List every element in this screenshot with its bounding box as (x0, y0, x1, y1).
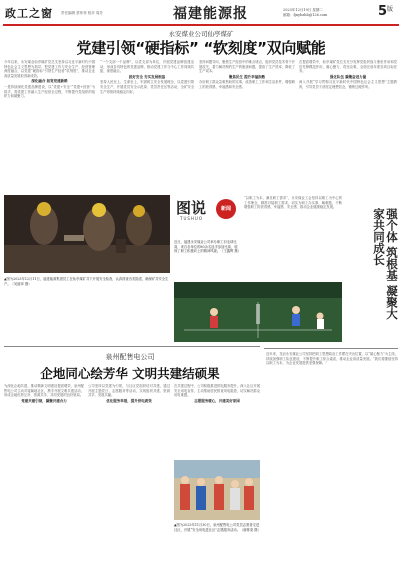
article1-subhead-4: 强化队伍 凝聚奋进力量 (329, 74, 367, 79)
tushuo-en: TUSHUO (180, 216, 203, 221)
article1-column-4 (299, 60, 397, 190)
page-number-badge (378, 4, 393, 19)
article2-column-2 (88, 384, 170, 562)
article1-col4-text: 在提质增效中，仙亭煤矿党总支充分发挥党组织战斗堡垒作用和党员先锋模范作用，凝心聚力、攻坚克难，全面完成年度各项目标任务。 (299, 60, 397, 74)
community-photo (174, 460, 260, 520)
page-header (3, 2, 399, 24)
editor-credit: 责任编辑 蔡菲菲 校对 周芳 (61, 11, 103, 15)
article1-headline: 党建引领“硬指标” “软刻度”双向赋能 (76, 39, 326, 57)
mine-worker-photo-image (4, 195, 170, 273)
article1-col3-text: 坚持问题导向，聚焦生产经营中的难点堵点，组织党员技术骨干开展攻关，着力解决制约生产的瓶颈问题，提高了生产效率，降低了生产成本。 (199, 60, 295, 74)
badminton-photo-image (174, 282, 342, 342)
article2-col1-text: 为深化企地共建，推动精神文明建设提质增效，泉州配售电公司主动对接属地社区，携手开展文明共建活动，形成企地优势互补、资源共享、共同发展的良好格局。 (4, 384, 84, 398)
section-title: 政工之窗 (5, 7, 53, 20)
article1-col4b-text: 深入开展“学习贯彻习近平新时代中国特色社会主义思想”主题教育，引导党员干部坚定理想信念，锤炼过硬作风。 (299, 80, 397, 89)
right-bottom-divider (264, 348, 398, 349)
mine-photo-caption: ▲图为2023年12月11日，福建能源集团员工在仙亭煤矿井下开展安全检查，认真排查各类隐患，确保矿井安全生产。（吴丽萍 摄） (4, 277, 169, 286)
tushuo-badge: 新闻 (216, 199, 236, 219)
article1-subhead-2: 抓好安全 夯实发展根基 (128, 74, 166, 79)
badminton-caption: 近日，福建永安煤业公司举办职工羽毛球比赛，来自各单位的80余名选手参加比赛，展现了职工积极向上的精神风貌。（王鑫辉 摄） (174, 240, 241, 254)
tushuo-title: 图说 (176, 199, 207, 217)
article1-subhead-1: 深化融合 拓宽党建新路 (31, 79, 68, 84)
article2-column-3 (174, 384, 260, 456)
community-photo-caption: ▲图为2023年11月30日，泉州配售电公司党员志愿者走进社区，开展“安全用电进社区”志愿服务活动。（谢栋梁 摄） (174, 523, 261, 532)
article2-headline: 企地同心绘芳华 文明共建结硕果 (40, 366, 220, 381)
mine-worker-photo (4, 195, 170, 273)
header-meta (283, 8, 327, 18)
article2-col3-text: 在共建过程中，公司积极推进供电服务提升，深入社区开展安全用电宣传，主动帮助居民排查用电隐患，切实解决群众用电难题。 (174, 384, 260, 398)
article1-column-1 (4, 60, 95, 190)
section-divider (4, 346, 260, 347)
article1-subhead-3: 聚焦民生 提升幸福指数 (228, 74, 266, 79)
article1-kicker: 永安煤业公司仙亭煤矿 (168, 30, 234, 38)
article2-kicker: 泉州配售电公司 (105, 353, 155, 361)
header-rule (3, 24, 399, 26)
masthead-title: 福建能源报 (173, 6, 248, 22)
article2-subhead-3: 志愿服务暖心，共建美好家园 (194, 398, 240, 403)
community-photo-image (174, 460, 260, 520)
article1-col1-text: 今年以来，永安煤业仙亭煤矿党总支坚持以习近平新时代中国特色社会主义思想为指导，把党建工作与安全生产、经营管理深度融合，以党建“硬指标”引领生产经营“软刻度”，推动企业高质量发展取得新成效。 (4, 60, 95, 78)
article1-col3b-text: 办好职工群众急难愁盼的实事，改善职工工作和生活条件，增强职工的获得感、幸福感和安全感。 (199, 80, 295, 89)
article1-col1b-text: 一是持续深化党建品牌建设，以“党建+安全”“党建+经营”为抓手，将党建工作融入生产经营全过程，不断提升党组织的组织力和凝聚力。 (4, 84, 95, 99)
tushuo-box (172, 197, 238, 243)
article1-col2b-text: 坚持人民至上、生命至上，牢固树立安全发展理念，以党建引领安全生产，开展党员安全示范岗、党员责任区等活动，全矿安全生产形势持续稳定向好。 (100, 80, 194, 94)
page-unit: 版 (386, 6, 393, 13)
right-bottom-text: 近年来，龙岩永安煤业公司坚持把职工思想政治工作摆在突出位置，以“凝心聚力”为主线，持续加强职工队伍建设，不断提升职工综合素质，推动企业高质量发展。“我们将继续坚持以职工为本，为企业发展提供坚强保障。” (266, 352, 398, 366)
badminton-photo (174, 282, 342, 342)
article2-column-1 (4, 384, 84, 562)
article1-column-2 (100, 60, 194, 165)
article2-subhead-1: 党建共建引领，凝聚共建合力 (21, 398, 67, 403)
article1-column-3 (199, 60, 295, 165)
vertical-slogan: 强个体 筑根基 凝聚大家共同成长 (372, 208, 399, 320)
issue-date: 2023年12月19日 星期二 (283, 8, 323, 12)
right-column-text: “以职工为本，满足职工需求”，永安煤业工会坚持以职工为中心的工作理念，精准对接职工需求，切实为职工办实事、解难题，不断增强职工的获得感、幸福感、安全感，推动企业健康稳定发展。 (244, 196, 342, 210)
article1-col2-text: “一个支部一个品牌”，以党支部为单位，开展党建品牌创建活动，形成各具特色的党建品牌，推动党建工作与中心工作同频共振、深度融合。 (100, 60, 194, 74)
article2-subhead-2: 优化服务举措，提升供电质效 (106, 398, 152, 403)
article2-col2-text: 公司坚持以党建为引领，与社区党组织结对共建，通过开展主题党日、志愿服务等活动，实现组织共建、资源共享、发展共赢。 (88, 384, 170, 398)
contact-email: 邮箱：fjnybzhb@126.com (283, 13, 328, 17)
page-number: 5 (377, 4, 387, 19)
